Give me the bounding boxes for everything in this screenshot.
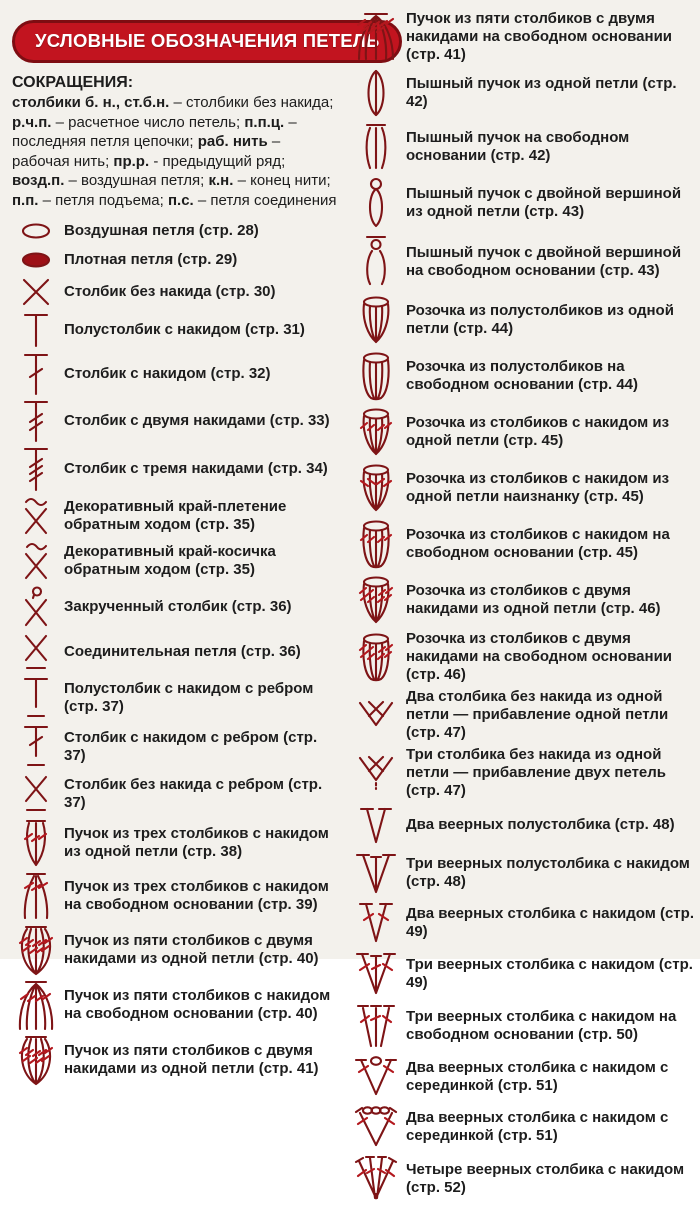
- connecting-loop-icon: [12, 632, 60, 672]
- abbreviations-text: столбики б. н., ст.б.н. – столбики без накида; р.ч.п. – расчетное число петель; п.п.ц. – последняя петля цепочки; раб. нить – рабочая нить; пр.р. - предыдущий ряд; возд.п. – воздушная петля; к.н. – конец нити; п.п. – петля подъема; п.с. – петля соединения: [12, 94, 337, 209]
- dc-rib-icon: [12, 724, 60, 770]
- legend-label: Столбик с накидом с ребром (стр. 37): [64, 729, 318, 764]
- legend-label: Пучок из пяти столбиков с двумя накидами из одной петли (стр. 40): [64, 932, 319, 967]
- legend-label: Розочка из полустолбиков из одной петли (стр. 44): [406, 302, 674, 337]
- cluster5-free-base-icon: [12, 979, 60, 1031]
- legend-row: [350, 574, 696, 626]
- rosette-dc-free-base-icon: [350, 518, 402, 570]
- legend-row: [12, 924, 340, 976]
- treble-crochet-icon: [12, 399, 60, 443]
- legend-row: [12, 495, 340, 537]
- legend-label: Полустолбик с накидом (стр. 31): [64, 321, 305, 338]
- fan2-dc-icon: [350, 900, 402, 946]
- rosette-dc-one-loop-icon: [350, 406, 402, 458]
- legend-label: Три веерных столбика с накидом (стр. 49): [406, 956, 693, 991]
- legend-label: Три веерных столбика с накидом на свободном основании (стр. 50): [406, 1008, 677, 1043]
- legend-row: [12, 540, 340, 582]
- right-legend-list: [350, 10, 696, 1204]
- legend-label: Воздушная петля (стр. 28): [64, 222, 259, 239]
- legend-label: Декоративный край-плетение обратным ходом (стр. 35): [64, 498, 287, 533]
- legend-label: Розочка из столбиков с накидом из одной петли (стр. 45): [406, 414, 670, 449]
- legend-label: Три столбика без накида из одной петли — прибавление двух петель (стр. 47): [406, 746, 667, 799]
- legend-label: Пышный пучок с двойной вершиной из одной петли (стр. 43): [406, 185, 682, 220]
- legend-row: [350, 950, 696, 998]
- legend-label: Пучок из пяти столбиков с двумя накидами на свободном основании (стр. 41): [406, 10, 673, 63]
- legend-label: Пучок из пяти столбиков с накидом на свободном основании (стр. 40): [64, 987, 331, 1022]
- legend-label: Пучок из трех столбиков с накидом на свободном основании (стр. 39): [64, 878, 329, 913]
- legend-row: [350, 462, 696, 514]
- sc2-increase-icon: [350, 697, 402, 733]
- legend-row: [12, 979, 340, 1031]
- legend-row: [350, 850, 696, 896]
- legend-label: Пучок из трех столбиков с накидом из одной петли (стр. 38): [64, 825, 329, 860]
- page-title: [12, 20, 402, 63]
- legend-row: [12, 818, 340, 868]
- legend-row: [350, 234, 696, 290]
- solid-loop-icon: [12, 247, 60, 273]
- decorative-edge-weave-icon: [12, 495, 60, 537]
- legend-row: [12, 773, 340, 815]
- legend-label: Розочка из столбиков с двумя накидами из одной петли (стр. 46): [406, 582, 661, 617]
- legend-row: [350, 1104, 696, 1150]
- legend-label: Два веерных столбика с накидом с серединкой (стр. 51): [406, 1109, 669, 1144]
- legend-row: [350, 68, 696, 118]
- legend-label: Розочка из столбиков с двумя накидами на свободном основании (стр. 46): [406, 630, 673, 683]
- cluster5-two-yo-free-base-icon: [350, 11, 402, 63]
- legend-row: [350, 294, 696, 346]
- legend-label: Розочка из полустолбиков на свободном основании (стр. 44): [406, 358, 638, 393]
- legend-label: Пышный пучок с двойной вершиной на свободном основании (стр. 43): [406, 244, 682, 279]
- left-legend-list: [12, 218, 340, 1086]
- legend-label: Полустолбик с накидом с ребром (стр. 37): [64, 680, 314, 715]
- legend-row: [12, 632, 340, 672]
- legend-label: Два веерных столбика с накидом (стр. 49): [406, 905, 694, 940]
- legend-row: [12, 218, 340, 244]
- legend-label: Закрученный столбик (стр. 36): [64, 598, 292, 615]
- fan2-hdc-icon: [350, 804, 402, 846]
- fan4-dc-icon: [350, 1154, 402, 1204]
- legend-row: [12, 724, 340, 770]
- fan2-dc-center-chain-icon: [350, 1104, 402, 1150]
- legend-row: [350, 630, 696, 684]
- legend-label: Два столбика без накида из одной петли — прибавление одной петли (стр. 47): [406, 688, 669, 741]
- legend-row: [350, 10, 696, 64]
- puff-double-top-one-loop-icon: [350, 176, 402, 230]
- legend-label: Розочка из столбиков с накидом на свободном основании (стр. 45): [406, 526, 670, 561]
- legend-row: [350, 518, 696, 570]
- cluster5-two-yo-one-loop-icon: [12, 924, 60, 976]
- cluster3-one-loop-icon: [12, 818, 60, 868]
- legend-row: [12, 276, 340, 308]
- legend-label: Соединительная петля (стр. 36): [64, 643, 301, 660]
- legend-label: Столбик с двумя накидами (стр. 33): [64, 412, 330, 429]
- triple-treble-crochet-icon: [12, 446, 60, 492]
- legend-row: [12, 399, 340, 443]
- legend-row: [350, 804, 696, 846]
- legend-label: Пучок из пяти столбиков с двумя накидами из одной петли (стр. 41): [64, 1042, 319, 1077]
- legend-row: [350, 122, 696, 172]
- fan3-dc-icon: [350, 950, 402, 998]
- rosette-tr-one-loop-icon: [350, 574, 402, 626]
- fan2-dc-center-ring-icon: [350, 1054, 402, 1100]
- legend-label: Плотная петля (стр. 29): [64, 251, 238, 268]
- abbreviations-title: СОКРАЩЕНИЯ:: [12, 74, 134, 91]
- page-title-text: УСЛОВНЫЕ ОБОЗНАЧЕНИЯ ПЕТЕЛЬ: [35, 30, 380, 51]
- twisted-stitch-icon: [12, 585, 60, 629]
- half-double-crochet-icon: [12, 311, 60, 349]
- legend-label: Пышный пучок из одной петли (стр. 42): [406, 75, 677, 110]
- legend-row: [350, 746, 696, 800]
- legend-row: [350, 900, 696, 946]
- cluster5-two-yo-one-loop-b-icon: [12, 1034, 60, 1086]
- legend-row: [12, 585, 340, 629]
- legend-row: [350, 1002, 696, 1050]
- rosette-dc-one-loop-inside-out-icon: [350, 462, 402, 514]
- legend-row: [12, 675, 340, 721]
- fan3-hdc-icon: [350, 850, 402, 896]
- cluster3-free-base-icon: [12, 871, 60, 921]
- legend-label: Четыре веерных столбика с накидом (стр. 52): [406, 1161, 685, 1196]
- legend-label: Декоративный край-косичка обратным ходом (стр. 35): [64, 543, 276, 578]
- legend-label: Три веерных полустолбика с накидом (стр. 48): [406, 855, 690, 890]
- abbreviations-block: [12, 74, 340, 210]
- puff-double-top-free-base-icon: [350, 234, 402, 290]
- legend-label: Пышный пучок на свободном основании (стр. 42): [406, 129, 630, 164]
- legend-label: Столбик без накида с ребром (стр. 37): [64, 776, 323, 811]
- legend-label: Два веерных полустолбика (стр. 48): [406, 816, 675, 833]
- legend-row: [12, 352, 340, 396]
- right-column: [350, 0, 696, 1208]
- legend-row: [350, 1054, 696, 1100]
- sc-rib-icon: [12, 773, 60, 815]
- legend-row: [350, 406, 696, 458]
- left-column: [12, 0, 380, 1089]
- legend-row: [12, 871, 340, 921]
- single-crochet-icon: [12, 276, 60, 308]
- rosette-hdc-one-loop-icon: [350, 294, 402, 346]
- legend-label: Розочка из столбиков с накидом из одной петли наизнанку (стр. 45): [406, 470, 670, 505]
- rosette-tr-free-base-icon: [350, 631, 402, 683]
- legend-row: [350, 350, 696, 402]
- hdc-rib-icon: [12, 675, 60, 721]
- legend-row: [12, 247, 340, 273]
- sc3-increase-icon: [350, 752, 402, 794]
- legend-row: [350, 688, 696, 742]
- puff-one-loop-icon: [350, 68, 402, 118]
- chain-loop-icon: [12, 218, 60, 244]
- puff-free-base-icon: [350, 122, 402, 172]
- legend-row: [12, 311, 340, 349]
- legend-label: Столбик с тремя накидами (стр. 34): [64, 460, 328, 477]
- decorative-edge-braid-icon: [12, 540, 60, 582]
- double-crochet-icon: [12, 352, 60, 396]
- legend-row: [12, 1034, 340, 1086]
- legend-label: Столбик с накидом (стр. 32): [64, 365, 271, 382]
- rosette-hdc-free-base-icon: [350, 350, 402, 402]
- fan3-dc-free-base-icon: [350, 1002, 402, 1050]
- legend-label: Два веерных столбика с накидом с серединкой (стр. 51): [406, 1059, 669, 1094]
- legend-row: [12, 446, 340, 492]
- legend-row: [350, 1154, 696, 1204]
- legend-label: Столбик без накида (стр. 30): [64, 283, 276, 300]
- legend-row: [350, 176, 696, 230]
